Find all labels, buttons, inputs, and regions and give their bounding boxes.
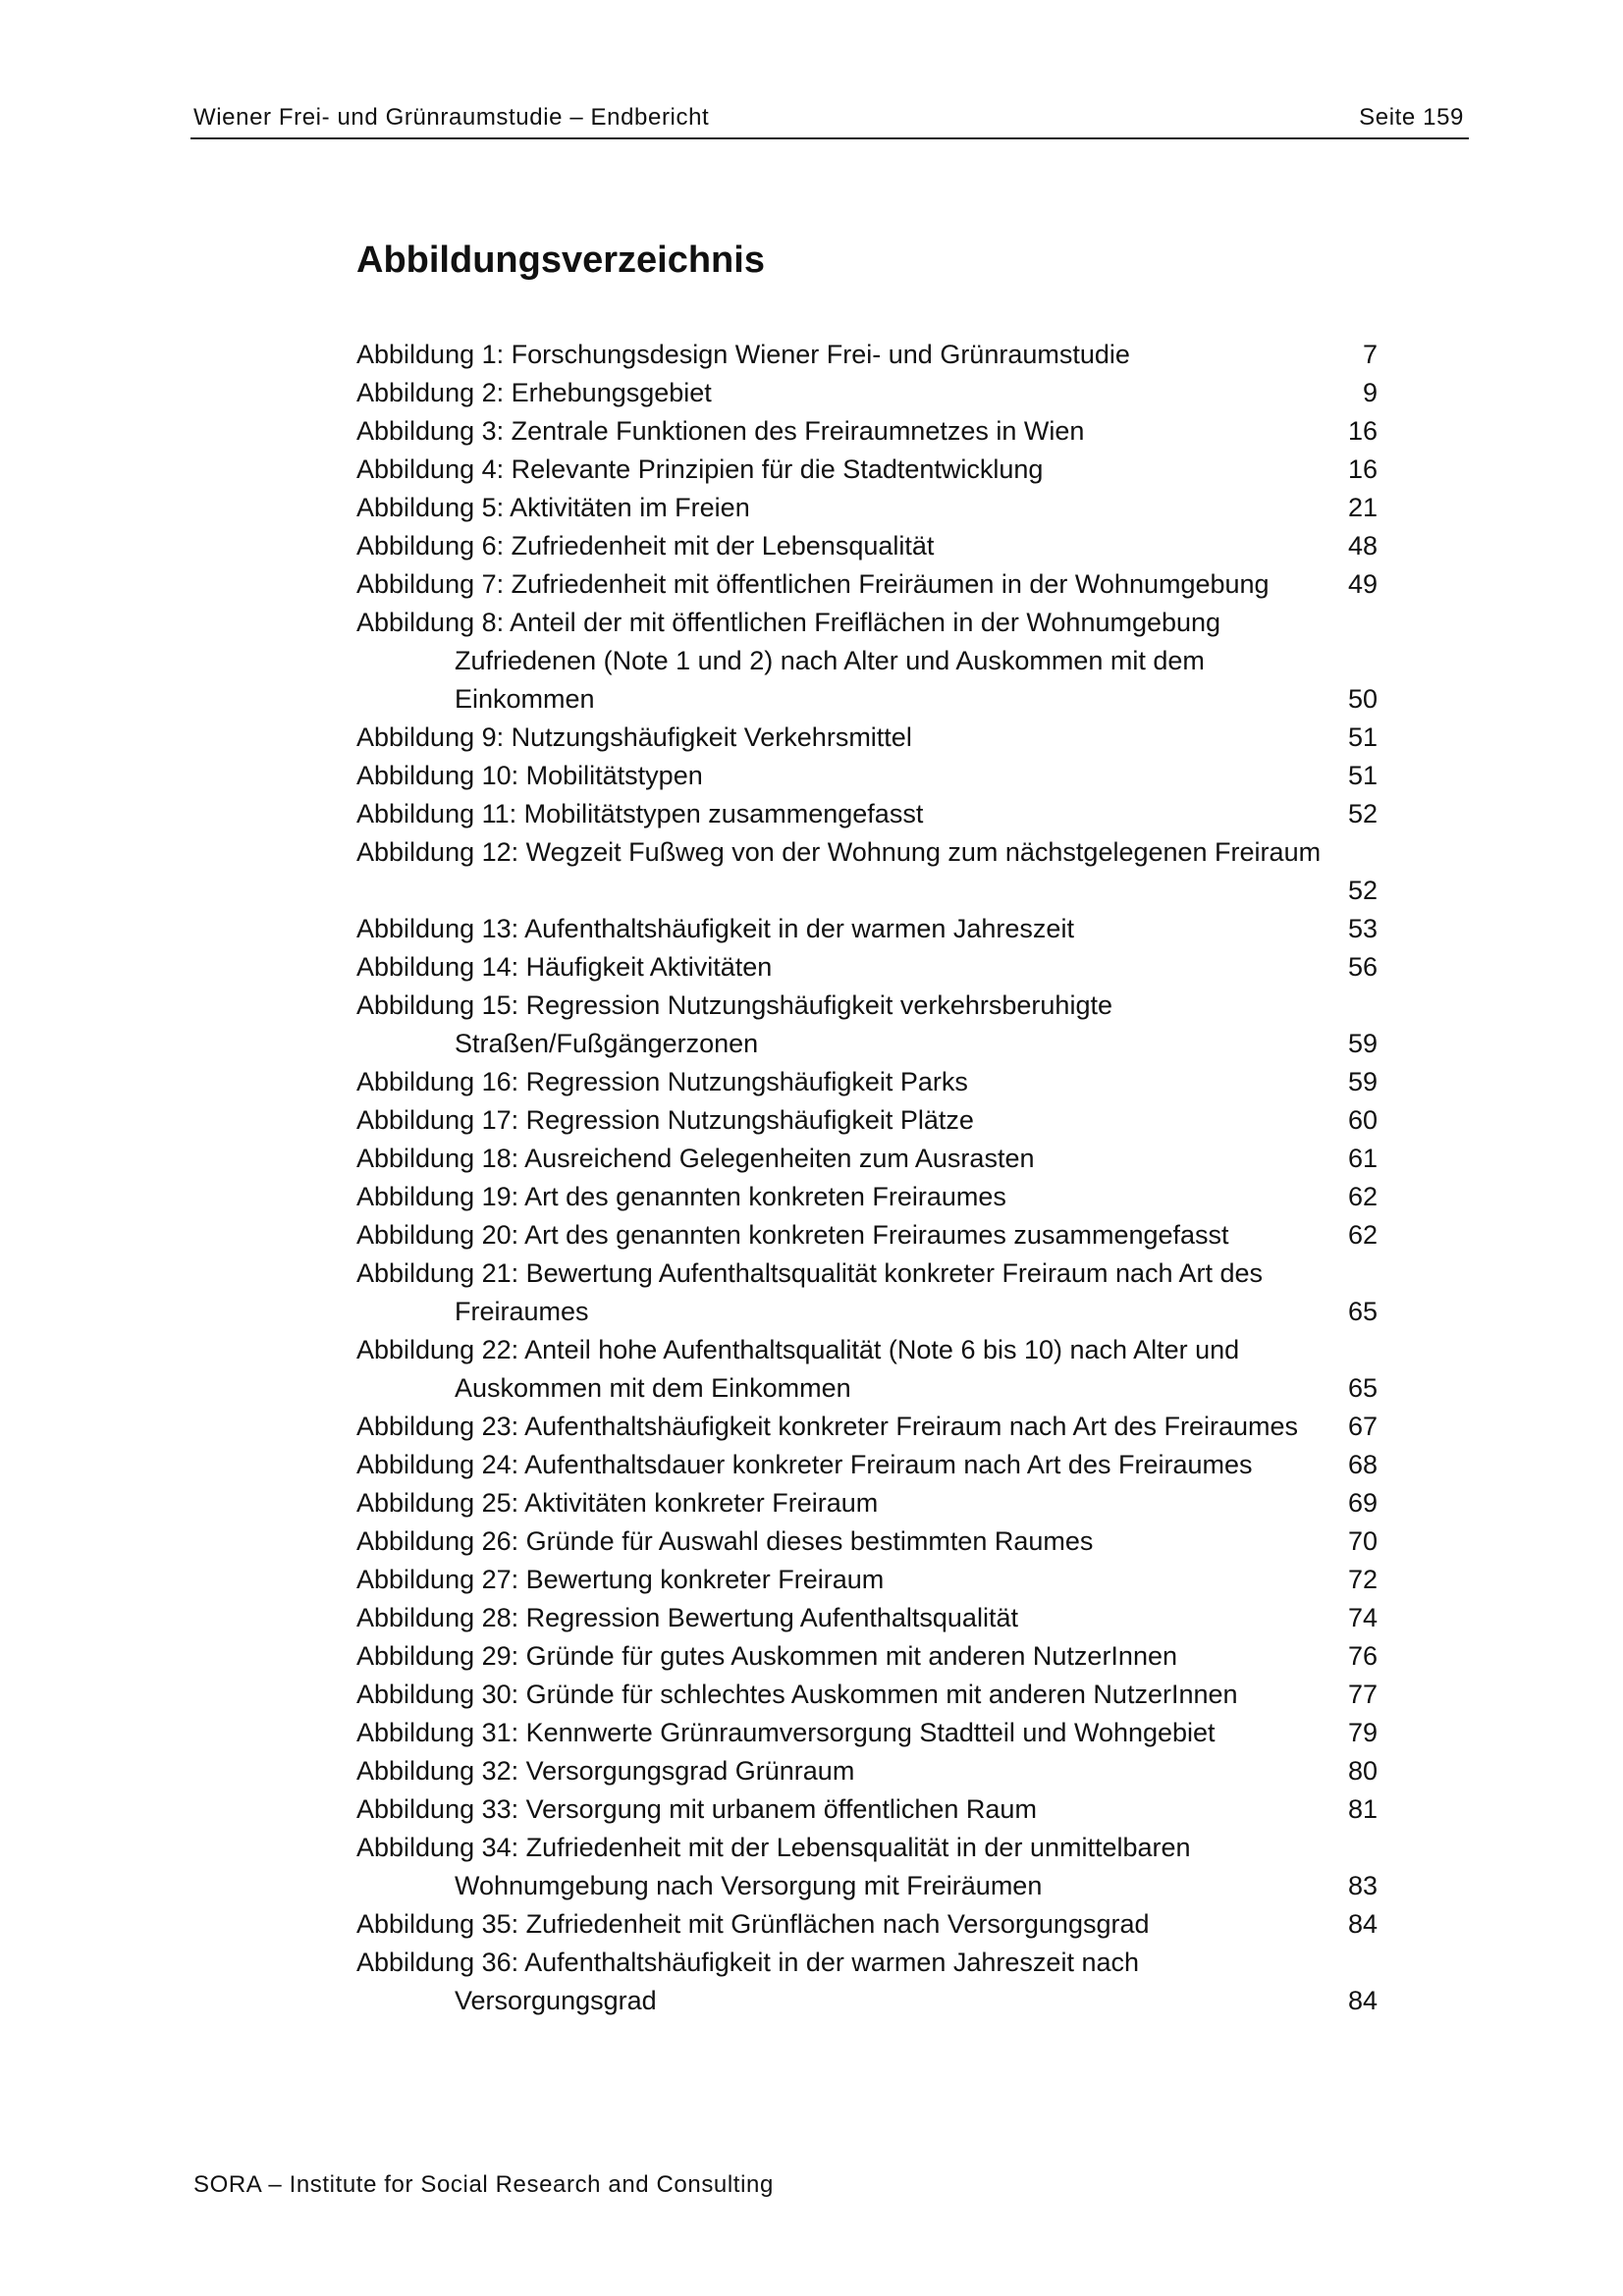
figure-page-number: 65 — [1347, 1297, 1378, 1326]
figure-entry — [356, 1637, 1378, 1676]
figure-page-number: 16 — [1347, 454, 1378, 484]
figure-entry — [356, 412, 1378, 451]
figure-entry — [356, 1255, 1378, 1331]
figure-caption: Abbildung 29: Gründe für gutes Auskommen mit anderen NutzerInnen — [356, 1641, 1177, 1671]
figure-caption: Abbildung 34: Zufriedenheit mit der Lebensqualität in der unmittelbaren — [356, 1833, 1191, 1862]
figure-caption: Abbildung 23: Aufenthaltshäufigkeit konkreter Freiraum nach Art des Freiraumes — [356, 1412, 1299, 1441]
figure-caption: Abbildung 32: Versorgungsgrad Grünraum — [356, 1756, 855, 1786]
figure-entry — [356, 336, 1378, 374]
figure-entry — [356, 1944, 1378, 2020]
figure-caption: Abbildung 24: Aufenthaltsdauer konkreter Freiraum nach Art des Freiraumes — [356, 1450, 1253, 1479]
figure-page-number: 69 — [1347, 1488, 1378, 1518]
figure-caption: Abbildung 30: Gründe für schlechtes Auskommen mit anderen NutzerInnen — [356, 1680, 1238, 1709]
figure-caption: Abbildung 25: Aktivitäten konkreter Freiraum — [356, 1488, 879, 1518]
figure-page-number: 49 — [1347, 569, 1378, 599]
figure-entry — [356, 1331, 1378, 1408]
figure-page-number: 74 — [1347, 1603, 1378, 1632]
figure-page-number: 62 — [1347, 1182, 1378, 1211]
figure-page-number: 16 — [1347, 416, 1378, 446]
figure-caption: Abbildung 20: Art des genannten konkreten Freiraumes zusammengefasst — [356, 1220, 1229, 1250]
section-title: Abbildungsverzeichnis — [356, 240, 765, 281]
figure-caption: Abbildung 36: Aufenthaltshäufigkeit in der warmen Jahreszeit nach — [356, 1948, 1140, 1977]
figure-entry — [356, 719, 1378, 757]
figure-entry — [356, 527, 1378, 565]
figure-page-number: 70 — [1347, 1526, 1378, 1556]
figure-page-number: 76 — [1347, 1641, 1378, 1671]
figure-entry — [356, 489, 1378, 527]
figure-caption-continuation: Auskommen mit dem Einkommen — [455, 1373, 851, 1403]
figure-page-number: 83 — [1347, 1871, 1378, 1900]
figure-entry — [356, 1408, 1378, 1446]
figure-entry — [356, 1561, 1378, 1599]
figure-entry — [356, 1829, 1378, 1905]
figure-caption: Abbildung 19: Art des genannten konkreten Freiraumes — [356, 1182, 1006, 1211]
figure-entry — [356, 1752, 1378, 1790]
figure-entry — [356, 948, 1378, 987]
figure-page-number: 61 — [1347, 1144, 1378, 1173]
figure-caption: Abbildung 22: Anteil hohe Aufenthaltsqualität (Note 6 bis 10) nach Alter und — [356, 1335, 1240, 1364]
figure-entry — [356, 374, 1378, 412]
page-header — [190, 102, 1469, 139]
figure-entry — [356, 1140, 1378, 1178]
figure-entry — [356, 910, 1378, 948]
figure-page-number: 52 — [1347, 876, 1378, 905]
figure-caption: Abbildung 26: Gründe für Auswahl dieses bestimmten Raumes — [356, 1526, 1094, 1556]
figure-caption: Abbildung 31: Kennwerte Grünraumversorgung Stadtteil und Wohngebiet — [356, 1718, 1216, 1747]
figure-caption: Abbildung 33: Versorgung mit urbanem öffentlichen Raum — [356, 1794, 1037, 1824]
figure-page-number: 68 — [1347, 1450, 1378, 1479]
figure-page-number: 67 — [1347, 1412, 1378, 1441]
figure-caption: Abbildung 2: Erhebungsgebiet — [356, 378, 712, 407]
figure-caption: Abbildung 10: Mobilitätstypen — [356, 761, 703, 790]
figure-entry — [356, 1484, 1378, 1522]
figure-entry — [356, 1446, 1378, 1484]
figure-page-number: 62 — [1347, 1220, 1378, 1250]
figure-page-number: 84 — [1347, 1986, 1378, 2015]
figure-entry — [356, 451, 1378, 489]
figure-page-number: 48 — [1347, 531, 1378, 561]
figure-caption-continuation: Zufriedenen (Note 1 und 2) nach Alter und Auskommen mit dem — [455, 646, 1205, 675]
page-footer: SORA – Institute for Social Research and Consulting — [193, 2171, 774, 2198]
figure-caption: Abbildung 14: Häufigkeit Aktivitäten — [356, 952, 773, 982]
figure-entry — [356, 1063, 1378, 1101]
figure-entry — [356, 1790, 1378, 1829]
figure-entry — [356, 1522, 1378, 1561]
figure-entry — [356, 604, 1378, 719]
figure-page-number: 53 — [1347, 914, 1378, 943]
figure-caption: Abbildung 12: Wegzeit Fußweg von der Wohnung zum nächstgelegenen Freiraum — [356, 837, 1322, 867]
figure-caption: Abbildung 28: Regression Bewertung Aufenthaltsqualität — [356, 1603, 1018, 1632]
figure-page-number: 51 — [1347, 761, 1378, 790]
figure-page-number: 79 — [1347, 1718, 1378, 1747]
figure-entry — [356, 565, 1378, 604]
figure-entry — [356, 1178, 1378, 1216]
figure-caption: Abbildung 7: Zufriedenheit mit öffentlichen Freiräumen in der Wohnumgebung — [356, 569, 1270, 599]
figure-caption-continuation: Straßen/Fußgängerzonen — [455, 1029, 759, 1058]
document-title: Wiener Frei- und Grünraumstudie – Endbericht — [193, 104, 710, 131]
figure-caption: Abbildung 27: Bewertung konkreter Freiraum — [356, 1565, 885, 1594]
figure-entry — [356, 833, 1378, 910]
figure-page-number: 65 — [1347, 1373, 1378, 1403]
figure-page-number: 60 — [1347, 1105, 1378, 1135]
figure-caption: Abbildung 5: Aktivitäten im Freien — [356, 493, 750, 522]
figure-caption: Abbildung 21: Bewertung Aufenthaltsqualität konkreter Freiraum nach Art des — [356, 1258, 1264, 1288]
figure-entry — [356, 1905, 1378, 1944]
figure-page-number: 51 — [1347, 722, 1378, 752]
figure-entry — [356, 795, 1378, 833]
figure-caption-continuation — [356, 872, 1378, 910]
figure-page-number: 56 — [1347, 952, 1378, 982]
figure-page-number: 21 — [1347, 493, 1378, 522]
figure-entry — [356, 987, 1378, 1063]
figure-page-number: 9 — [1362, 378, 1378, 407]
figure-caption: Abbildung 11: Mobilitätstypen zusammengefasst — [356, 799, 924, 828]
figure-page-number: 7 — [1362, 340, 1378, 369]
figure-caption: Abbildung 18: Ausreichend Gelegenheiten zum Ausrasten — [356, 1144, 1035, 1173]
figure-list — [356, 336, 1378, 2020]
figure-page-number: 52 — [1347, 799, 1378, 828]
figure-caption: Abbildung 13: Aufenthaltshäufigkeit in der warmen Jahreszeit — [356, 914, 1074, 943]
figure-entry — [356, 1216, 1378, 1255]
figure-entry — [356, 1101, 1378, 1140]
figure-page-number: 84 — [1347, 1909, 1378, 1939]
figure-caption-continuation: Einkommen — [455, 684, 595, 714]
figure-caption: Abbildung 4: Relevante Prinzipien für die Stadtentwicklung — [356, 454, 1044, 484]
figure-caption: Abbildung 35: Zufriedenheit mit Grünflächen nach Versorgungsgrad — [356, 1909, 1150, 1939]
page-number: Seite 159 — [1359, 104, 1464, 131]
figure-page-number: 50 — [1347, 684, 1378, 714]
figure-caption-continuation: Versorgungsgrad — [455, 1986, 657, 2015]
figure-caption: Abbildung 9: Nutzungshäufigkeit Verkehrsmittel — [356, 722, 912, 752]
figure-entry — [356, 1676, 1378, 1714]
figure-caption: Abbildung 1: Forschungsdesign Wiener Frei- und Grünraumstudie — [356, 340, 1130, 369]
figure-page-number: 80 — [1347, 1756, 1378, 1786]
figure-page-number: 72 — [1347, 1565, 1378, 1594]
figure-entry — [356, 1599, 1378, 1637]
figure-caption: Abbildung 15: Regression Nutzungshäufigkeit verkehrsberuhigte — [356, 990, 1112, 1020]
figure-page-number: 81 — [1347, 1794, 1378, 1824]
figure-page-number: 59 — [1347, 1029, 1378, 1058]
figure-caption: Abbildung 6: Zufriedenheit mit der Lebensqualität — [356, 531, 935, 561]
figure-page-number: 77 — [1347, 1680, 1378, 1709]
figure-caption-continuation: Freiraumes — [455, 1297, 589, 1326]
figure-entry — [356, 1714, 1378, 1752]
figure-caption: Abbildung 16: Regression Nutzungshäufigkeit Parks — [356, 1067, 968, 1096]
figure-caption: Abbildung 17: Regression Nutzungshäufigkeit Plätze — [356, 1105, 974, 1135]
figure-caption: Abbildung 3: Zentrale Funktionen des Freiraumnetzes in Wien — [356, 416, 1085, 446]
figure-page-number: 59 — [1347, 1067, 1378, 1096]
figure-caption-continuation: Wohnumgebung nach Versorgung mit Freiräumen — [455, 1871, 1043, 1900]
figure-caption: Abbildung 8: Anteil der mit öffentlichen Freiflächen in der Wohnumgebung — [356, 608, 1221, 637]
figure-entry — [356, 757, 1378, 795]
